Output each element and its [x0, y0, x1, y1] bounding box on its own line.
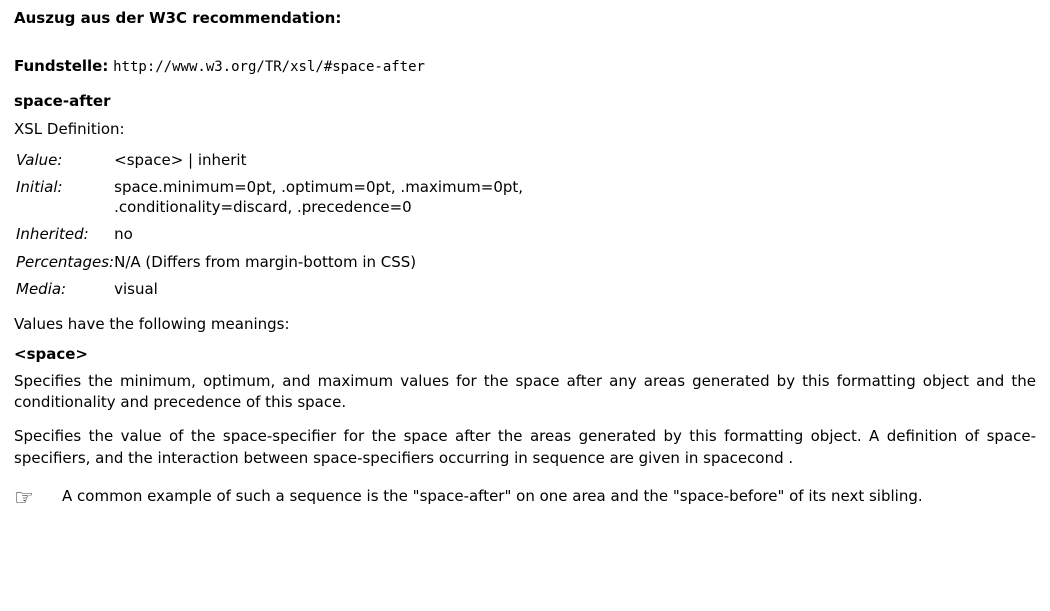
definition-value-line: no	[114, 225, 133, 244]
table-row	[16, 224, 523, 251]
definition-key: Value:	[16, 150, 63, 169]
source-label: Fundstelle:	[14, 57, 109, 76]
definition-table	[16, 150, 523, 307]
definition-value-line: visual	[114, 279, 158, 298]
definition-value-line: .conditionality=discard, .precedence=0	[114, 198, 412, 217]
description-paragraph-1: Specifies the minimum, optimum, and maximum values for the space after any areas generated by this formatting object and the conditionality and precedence of this space.	[14, 371, 1036, 412]
definition-value	[114, 150, 523, 177]
definition-key: Media:	[16, 279, 67, 298]
definition-value-line: <space> | inherit	[114, 150, 247, 169]
definition-key: Percentages:	[16, 252, 115, 271]
definition-value-line: N/A (Differs from margin-bottom in CSS)	[114, 252, 417, 271]
table-row	[16, 150, 523, 177]
note-block	[14, 486, 1036, 510]
definition-value	[114, 177, 523, 225]
definition-key: Initial:	[16, 177, 63, 196]
definition-heading: XSL Definition:	[14, 120, 125, 139]
definition-value	[114, 279, 523, 306]
page-title: Auszug aus der W3C recommendation:	[14, 9, 342, 27]
value-token: <space>	[14, 345, 88, 364]
definition-value	[114, 252, 523, 279]
definition-key: Inherited:	[16, 225, 89, 244]
source-reference	[14, 56, 1036, 77]
property-name: space-after	[14, 92, 111, 111]
values-meanings-heading: Values have the following meanings:	[14, 315, 290, 334]
table-row	[16, 177, 523, 225]
table-row	[16, 252, 523, 279]
pointing-hand-icon: ☞	[14, 485, 34, 511]
source-url[interactable]: http://www.w3.org/TR/xsl/#space-after	[113, 59, 425, 76]
description-paragraph-2: Specifies the value of the space-specifier for the space after the areas generated by this formatting object. A definition of space-specifiers, and the interaction between space-specifiers occurring in sequence are given in spacecond .	[14, 427, 1036, 467]
definition-value-line: space.minimum=0pt, .optimum=0pt, .maximum=0pt,	[114, 177, 524, 196]
note-text: A common example of such a sequence is the "space-after" on one area and the "space-before" of its next sibling.	[62, 486, 923, 505]
definition-value	[114, 224, 523, 251]
table-row	[16, 279, 523, 306]
